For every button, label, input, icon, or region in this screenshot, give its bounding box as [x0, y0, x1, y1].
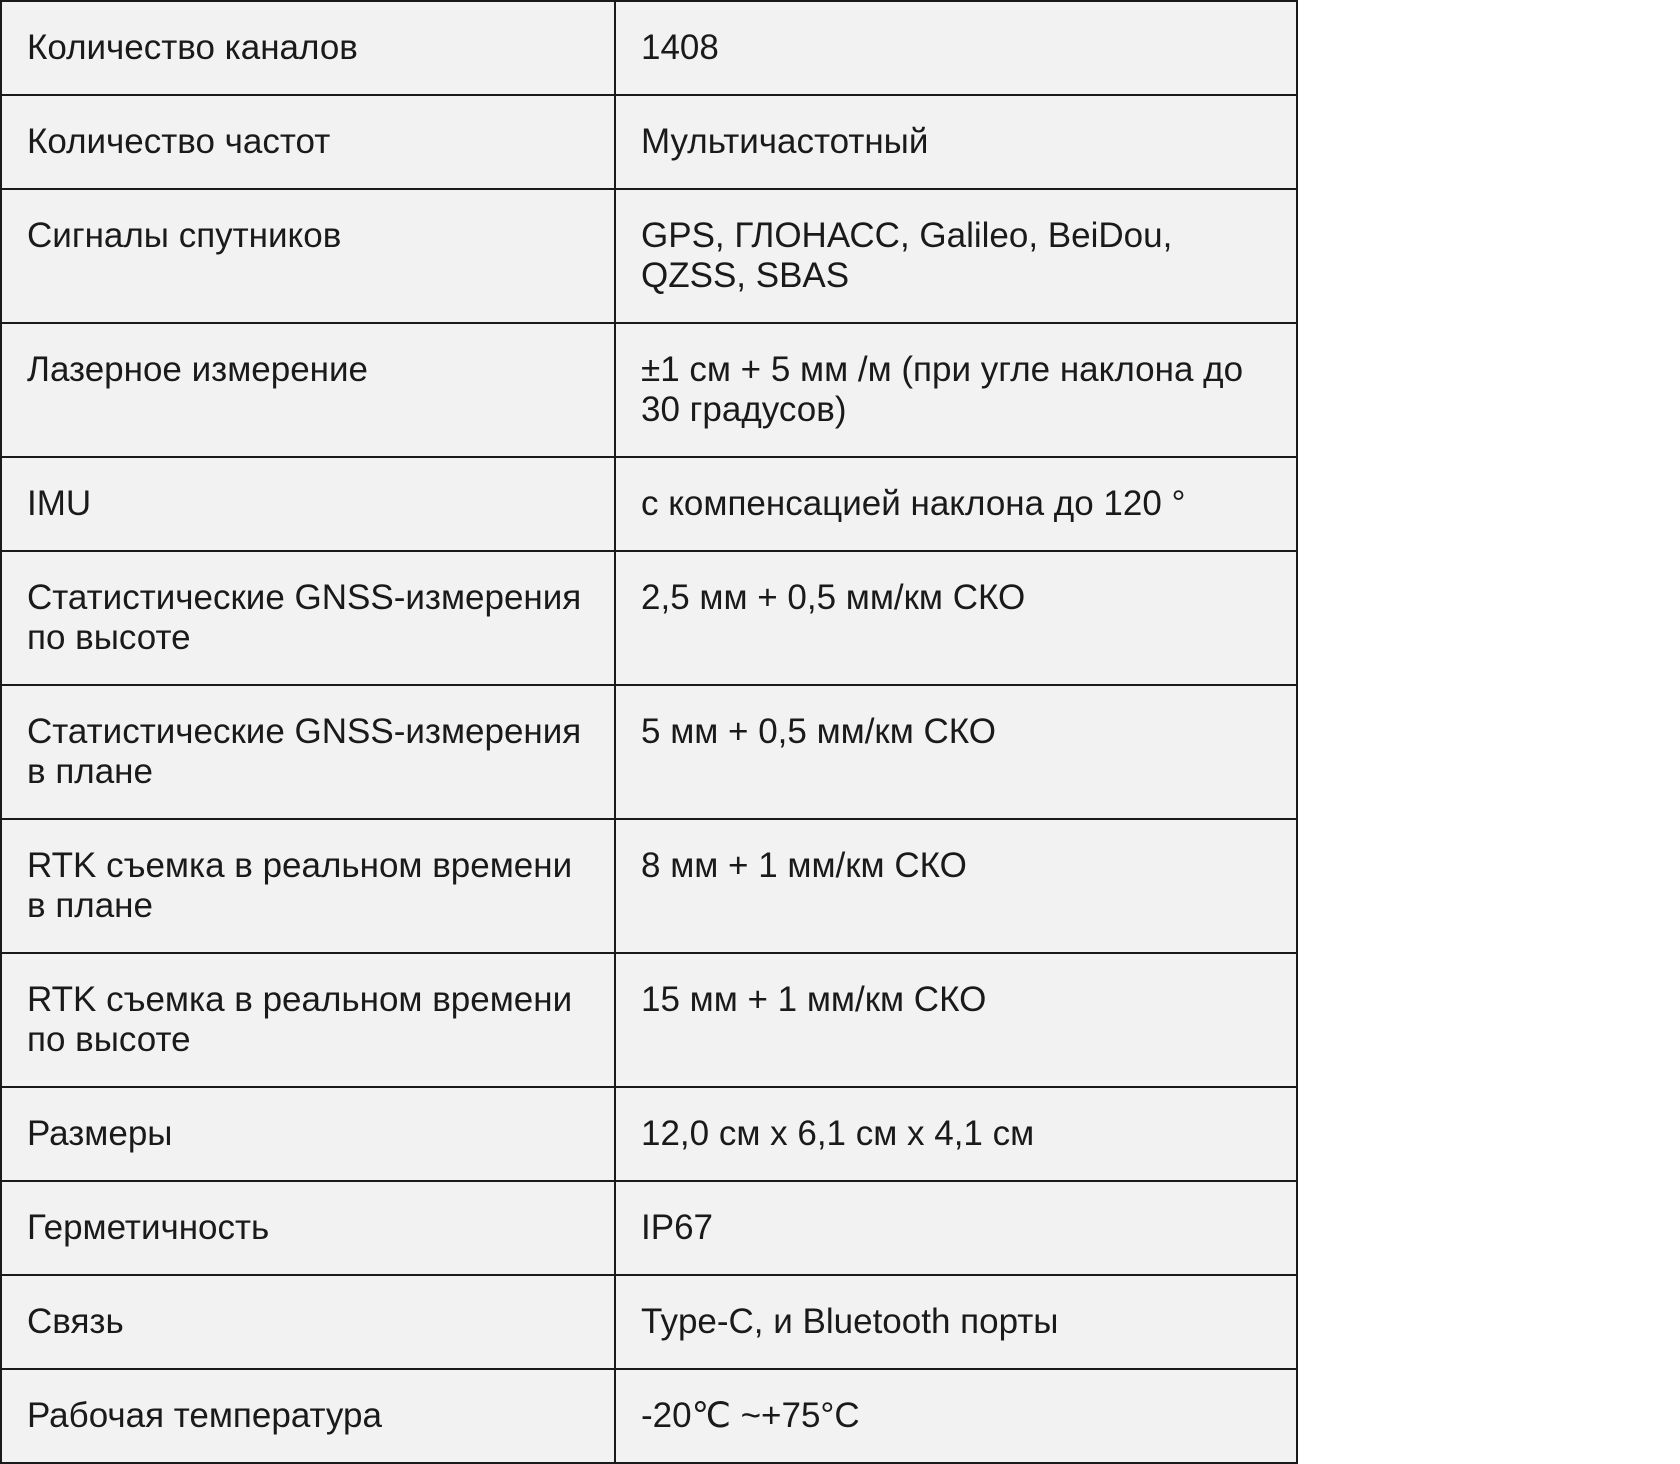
table-row — [1, 1087, 1297, 1181]
spec-value: -20℃ ~+75°C — [615, 1369, 1297, 1463]
table-row — [1, 819, 1297, 953]
table-row — [1, 1181, 1297, 1275]
table-row — [1, 95, 1297, 189]
spec-label: RTK съемка в реальном времени по высоте — [1, 953, 615, 1087]
table-row — [1, 457, 1297, 551]
table-row — [1, 1369, 1297, 1463]
spec-value: 5 мм + 0,5 мм/км СКО — [615, 685, 1297, 819]
table-row — [1, 953, 1297, 1087]
spec-value: ±1 см + 5 мм /м (при угле наклона до 30 градусов) — [615, 323, 1297, 457]
spec-label: Статистические GNSS-измерения по высоте — [1, 551, 615, 685]
table-row — [1, 1, 1297, 95]
table-row — [1, 551, 1297, 685]
spec-label: Статистические GNSS-измерения в плане — [1, 685, 615, 819]
table-row — [1, 685, 1297, 819]
spec-value: Мультичастотный — [615, 95, 1297, 189]
spec-label: Лазерное измерение — [1, 323, 615, 457]
spec-value: 8 мм + 1 мм/км СКО — [615, 819, 1297, 953]
spec-label: Сигналы спутников — [1, 189, 615, 323]
table-row — [1, 1275, 1297, 1369]
spec-label: Герметичность — [1, 1181, 615, 1275]
spec-label: Рабочая температура — [1, 1369, 615, 1463]
spec-label: IMU — [1, 457, 615, 551]
spec-value: 12,0 см x 6,1 см x 4,1 см — [615, 1087, 1297, 1181]
spec-value: Type-C, и Bluetooth порты — [615, 1275, 1297, 1369]
spec-value: с компенсацией наклона до 120 ° — [615, 457, 1297, 551]
spec-value: IP67 — [615, 1181, 1297, 1275]
spec-value: 2,5 мм + 0,5 мм/км СКО — [615, 551, 1297, 685]
spec-label: Связь — [1, 1275, 615, 1369]
table-row — [1, 323, 1297, 457]
spec-value: 1408 — [615, 1, 1297, 95]
spec-label: RTK съемка в реальном времени в плане — [1, 819, 615, 953]
spec-label: Количество каналов — [1, 1, 615, 95]
spec-value: GPS, ГЛОНАСС, Galileo, BeiDou, QZSS, SBAS — [615, 189, 1297, 323]
spec-label: Количество частот — [1, 95, 615, 189]
spec-value: 15 мм + 1 мм/км СКО — [615, 953, 1297, 1087]
table-row — [1, 189, 1297, 323]
spec-label: Размеры — [1, 1087, 615, 1181]
